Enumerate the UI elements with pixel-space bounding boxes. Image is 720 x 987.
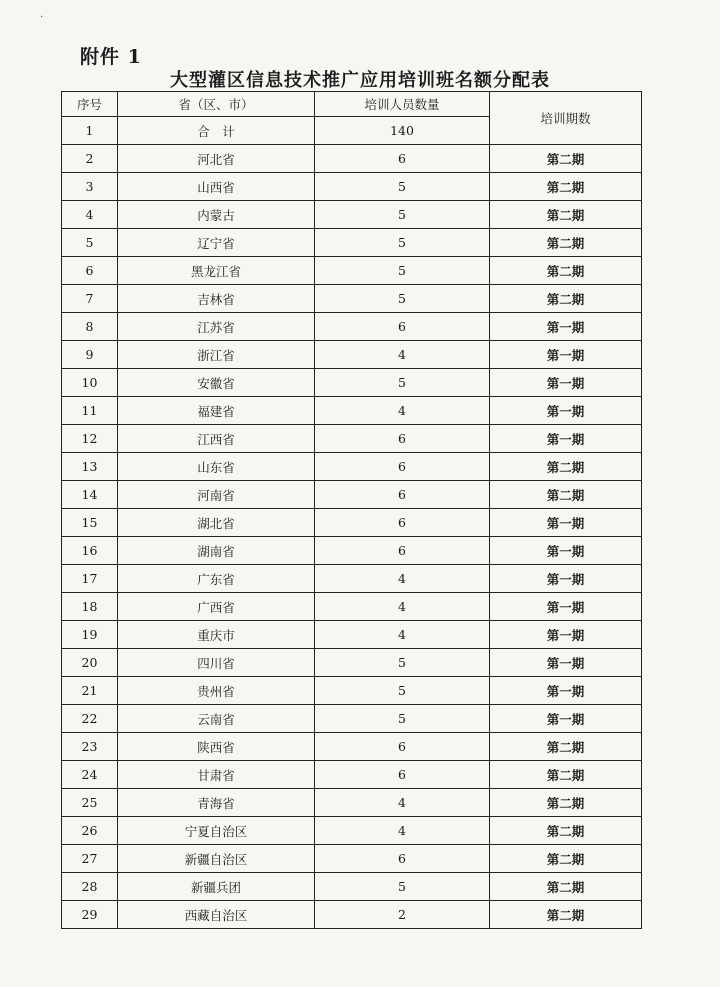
cell-period: 第一期: [490, 593, 642, 621]
cell-count: 5: [315, 705, 490, 733]
cell-period: 第一期: [490, 677, 642, 705]
cell-count: 6: [315, 845, 490, 873]
cell-period: 第二期: [490, 733, 642, 761]
cell-no: 14: [62, 481, 118, 509]
cell-no: 5: [62, 229, 118, 257]
cell-no: 29: [62, 901, 118, 929]
table-row: [62, 509, 642, 537]
cell-count: 5: [315, 257, 490, 285]
cell-count: 4: [315, 789, 490, 817]
cell-region: 江苏省: [118, 313, 315, 341]
cell-period: 第二期: [490, 817, 642, 845]
cell-period: 第一期: [490, 621, 642, 649]
cell-count: 6: [315, 761, 490, 789]
cell-count: 5: [315, 677, 490, 705]
cell-period: 第二期: [490, 229, 642, 257]
cell-period: 第二期: [490, 257, 642, 285]
cell-count: 6: [315, 453, 490, 481]
attachment-label: 附件 1: [80, 46, 142, 68]
table-row: [62, 733, 642, 761]
table-row: [62, 761, 642, 789]
cell-no: 17: [62, 565, 118, 593]
page-title: 大型灌区信息技术推广应用培训班名额分配表: [170, 70, 550, 91]
table-row: [62, 621, 642, 649]
cell-no: 4: [62, 201, 118, 229]
cell-period: 第一期: [490, 425, 642, 453]
table-row: [62, 145, 642, 173]
cell-period: 第二期: [490, 173, 642, 201]
table-row: [62, 453, 642, 481]
total-count: 140: [315, 117, 490, 145]
cell-count: 6: [315, 425, 490, 453]
cell-period: 第一期: [490, 397, 642, 425]
table-row: [62, 565, 642, 593]
cell-region: 河北省: [118, 145, 315, 173]
table-row: [62, 481, 642, 509]
cell-region: 山东省: [118, 453, 315, 481]
table-row: [62, 397, 642, 425]
cell-period: 第一期: [490, 313, 642, 341]
cell-count: 4: [315, 593, 490, 621]
cell-region: 新疆兵团: [118, 873, 315, 901]
table-row: [62, 817, 642, 845]
cell-no: 15: [62, 509, 118, 537]
cell-period: 第一期: [490, 509, 642, 537]
cell-count: 4: [315, 621, 490, 649]
cell-region: 宁夏自治区: [118, 817, 315, 845]
cell-period: 第二期: [490, 453, 642, 481]
cell-period: 第二期: [490, 761, 642, 789]
table-row: [62, 229, 642, 257]
header-row: [62, 92, 642, 117]
table-row: [62, 901, 642, 929]
cell-region: 福建省: [118, 397, 315, 425]
cell-no: 7: [62, 285, 118, 313]
table-row: [62, 649, 642, 677]
cell-count: 5: [315, 173, 490, 201]
scan-mark: ·: [40, 12, 44, 23]
table-row: [62, 285, 642, 313]
cell-period: 第一期: [490, 705, 642, 733]
cell-no: 24: [62, 761, 118, 789]
cell-region: 青海省: [118, 789, 315, 817]
cell-count: 5: [315, 229, 490, 257]
cell-period: 第一期: [490, 565, 642, 593]
cell-no: 22: [62, 705, 118, 733]
cell-no: 11: [62, 397, 118, 425]
cell-region: 河南省: [118, 481, 315, 509]
table-row: [62, 425, 642, 453]
cell-period: 第二期: [490, 201, 642, 229]
cell-period: 第二期: [490, 285, 642, 313]
table-row: [62, 873, 642, 901]
cell-count: 2: [315, 901, 490, 929]
table-row: [62, 173, 642, 201]
table-row: [62, 369, 642, 397]
cell-count: 6: [315, 733, 490, 761]
cell-period: 第二期: [490, 481, 642, 509]
cell-period: 第二期: [490, 873, 642, 901]
table-row: [62, 845, 642, 873]
cell-region: 甘肃省: [118, 761, 315, 789]
table-row: [62, 593, 642, 621]
cell-count: 5: [315, 285, 490, 313]
cell-count: 4: [315, 397, 490, 425]
cell-count: 5: [315, 873, 490, 901]
cell-count: 6: [315, 145, 490, 173]
cell-period: 第一期: [490, 369, 642, 397]
cell-region: 广西省: [118, 593, 315, 621]
cell-period: 第一期: [490, 341, 642, 369]
cell-region: 辽宁省: [118, 229, 315, 257]
total-no: 1: [62, 117, 118, 145]
cell-count: 6: [315, 313, 490, 341]
table-row: [62, 789, 642, 817]
cell-region: 陕西省: [118, 733, 315, 761]
cell-region: 浙江省: [118, 341, 315, 369]
table-row: [62, 537, 642, 565]
cell-no: 8: [62, 313, 118, 341]
cell-count: 4: [315, 341, 490, 369]
header-region: 省（区、市）: [118, 92, 315, 117]
cell-no: 2: [62, 145, 118, 173]
cell-count: 6: [315, 481, 490, 509]
cell-no: 26: [62, 817, 118, 845]
cell-no: 3: [62, 173, 118, 201]
cell-period: 第二期: [490, 901, 642, 929]
cell-region: 西藏自治区: [118, 901, 315, 929]
cell-no: 27: [62, 845, 118, 873]
table-row: [62, 341, 642, 369]
header-count: 培训人员数量: [315, 92, 490, 117]
table-row: [62, 201, 642, 229]
table-row: [62, 705, 642, 733]
cell-period: 第一期: [490, 537, 642, 565]
cell-no: 10: [62, 369, 118, 397]
table-row: [62, 677, 642, 705]
cell-region: 黑龙江省: [118, 257, 315, 285]
cell-period: 第二期: [490, 845, 642, 873]
cell-no: 6: [62, 257, 118, 285]
cell-region: 新疆自治区: [118, 845, 315, 873]
cell-no: 18: [62, 593, 118, 621]
cell-region: 云南省: [118, 705, 315, 733]
cell-no: 28: [62, 873, 118, 901]
cell-region: 重庆市: [118, 621, 315, 649]
table-row: [62, 313, 642, 341]
table-row: [62, 257, 642, 285]
cell-region: 湖南省: [118, 537, 315, 565]
allocation-table: [61, 91, 642, 929]
cell-period: 第一期: [490, 649, 642, 677]
header-period: 培训期数: [490, 92, 642, 145]
cell-region: 安徽省: [118, 369, 315, 397]
cell-count: 5: [315, 369, 490, 397]
cell-count: 5: [315, 201, 490, 229]
cell-count: 5: [315, 649, 490, 677]
cell-period: 第二期: [490, 789, 642, 817]
cell-count: 6: [315, 509, 490, 537]
total-label: 合 计: [118, 117, 315, 145]
cell-region: 江西省: [118, 425, 315, 453]
cell-no: 25: [62, 789, 118, 817]
cell-region: 吉林省: [118, 285, 315, 313]
cell-no: 20: [62, 649, 118, 677]
cell-no: 19: [62, 621, 118, 649]
cell-region: 四川省: [118, 649, 315, 677]
cell-period: 第二期: [490, 145, 642, 173]
cell-region: 贵州省: [118, 677, 315, 705]
cell-no: 12: [62, 425, 118, 453]
cell-no: 13: [62, 453, 118, 481]
cell-no: 23: [62, 733, 118, 761]
cell-count: 4: [315, 565, 490, 593]
cell-no: 9: [62, 341, 118, 369]
cell-count: 4: [315, 817, 490, 845]
cell-region: 山西省: [118, 173, 315, 201]
cell-no: 16: [62, 537, 118, 565]
cell-region: 内蒙古: [118, 201, 315, 229]
cell-no: 21: [62, 677, 118, 705]
cell-region: 湖北省: [118, 509, 315, 537]
header-no: 序号: [62, 92, 118, 117]
cell-count: 6: [315, 537, 490, 565]
cell-region: 广东省: [118, 565, 315, 593]
